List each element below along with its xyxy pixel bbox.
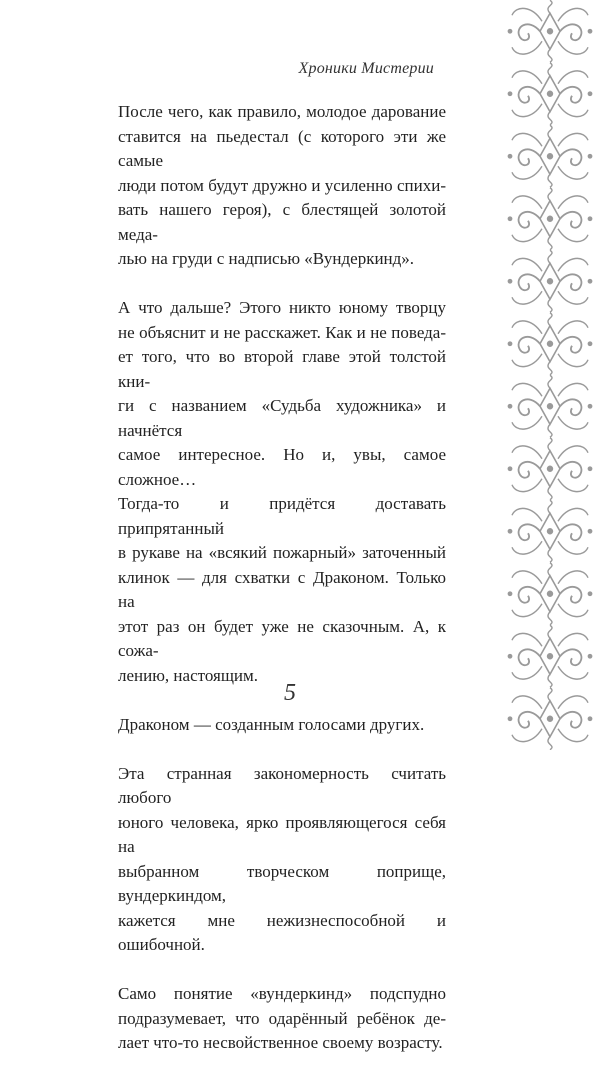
- text-line: ги с названием «Судьба художника» и начнётся: [118, 396, 446, 440]
- text-line: ет того, что во второй главе этой толстой кни-: [118, 347, 446, 391]
- paragraph: [118, 713, 446, 738]
- text-line: подразумевает, что одарённый ребёнок де-: [118, 1008, 446, 1028]
- text-line: самое интересное. Но и, увы, самое сложное…: [118, 445, 446, 489]
- paragraph: [118, 762, 446, 958]
- text-line: кажется мне нежизнеспособной и ошибочной.: [118, 910, 446, 954]
- text-line: Драконом — созданным голосами других.: [118, 714, 425, 734]
- paragraph: [118, 100, 446, 272]
- text-line: ставится на пьедестал (с которого эти же самые: [118, 126, 446, 170]
- filigree-ornament-icon: [508, 688, 593, 750]
- text-line: Само понятие «вундеркинд» подспудно: [118, 984, 446, 1003]
- filigree-ornament-icon: [508, 625, 593, 687]
- text-line: лению, настоящим.: [118, 665, 259, 685]
- text-line: А что дальше? Этого никто юному творцу: [118, 298, 446, 317]
- text-line: Тогда-то и придётся доставать припрятанный: [118, 494, 446, 538]
- text-line: вать нашего героя), с блестящей золотой меда-: [118, 200, 446, 244]
- text-line: лает что-то несвойственное своему возрасту.: [118, 1033, 443, 1052]
- filigree-ornament-icon: [508, 500, 593, 562]
- text-line: лью на груди с надписью «Вундеркинд».: [118, 249, 415, 268]
- text-line: выбранном творческом поприще, вундеркиндом,: [118, 861, 446, 905]
- filigree-ornament-icon: [508, 563, 593, 625]
- filigree-ornament-icon: [508, 188, 593, 250]
- filigree-ornament-icon: [508, 313, 593, 375]
- text-line: люди потом будут дружно и усиленно спихи-: [118, 175, 446, 195]
- filigree-ornament-icon: [508, 375, 593, 437]
- text-line: юного человека, ярко проявляющегося себя на: [118, 812, 446, 856]
- text-line: не объяснит и не расскажет. Как и не поведа-: [118, 322, 446, 342]
- running-head: Хроники Мистерии: [298, 60, 434, 77]
- filigree-ornament-icon: [508, 438, 593, 500]
- filigree-ornament-icon: [508, 63, 593, 125]
- page-number: 5: [284, 680, 296, 706]
- paragraph: [118, 296, 446, 688]
- paragraph: [118, 982, 446, 1056]
- text-line: Эта странная закономерность считать любого: [118, 763, 446, 807]
- ornament-border: [470, 0, 600, 750]
- text-line: клинок — для схватки с Драконом. Только на: [118, 567, 446, 611]
- body-text: [118, 100, 446, 1080]
- filigree-ornament-icon: [508, 0, 593, 62]
- text-line: в рукаве на «всякий пожарный» заточенный: [118, 543, 446, 562]
- filigree-ornament-icon: [508, 250, 593, 312]
- filigree-ornament-icon: [508, 125, 593, 187]
- text-line: этот раз он будет уже не сказочным. А, к сожа-: [118, 616, 446, 660]
- text-line: После чего, как правило, молодое дарование: [118, 102, 446, 121]
